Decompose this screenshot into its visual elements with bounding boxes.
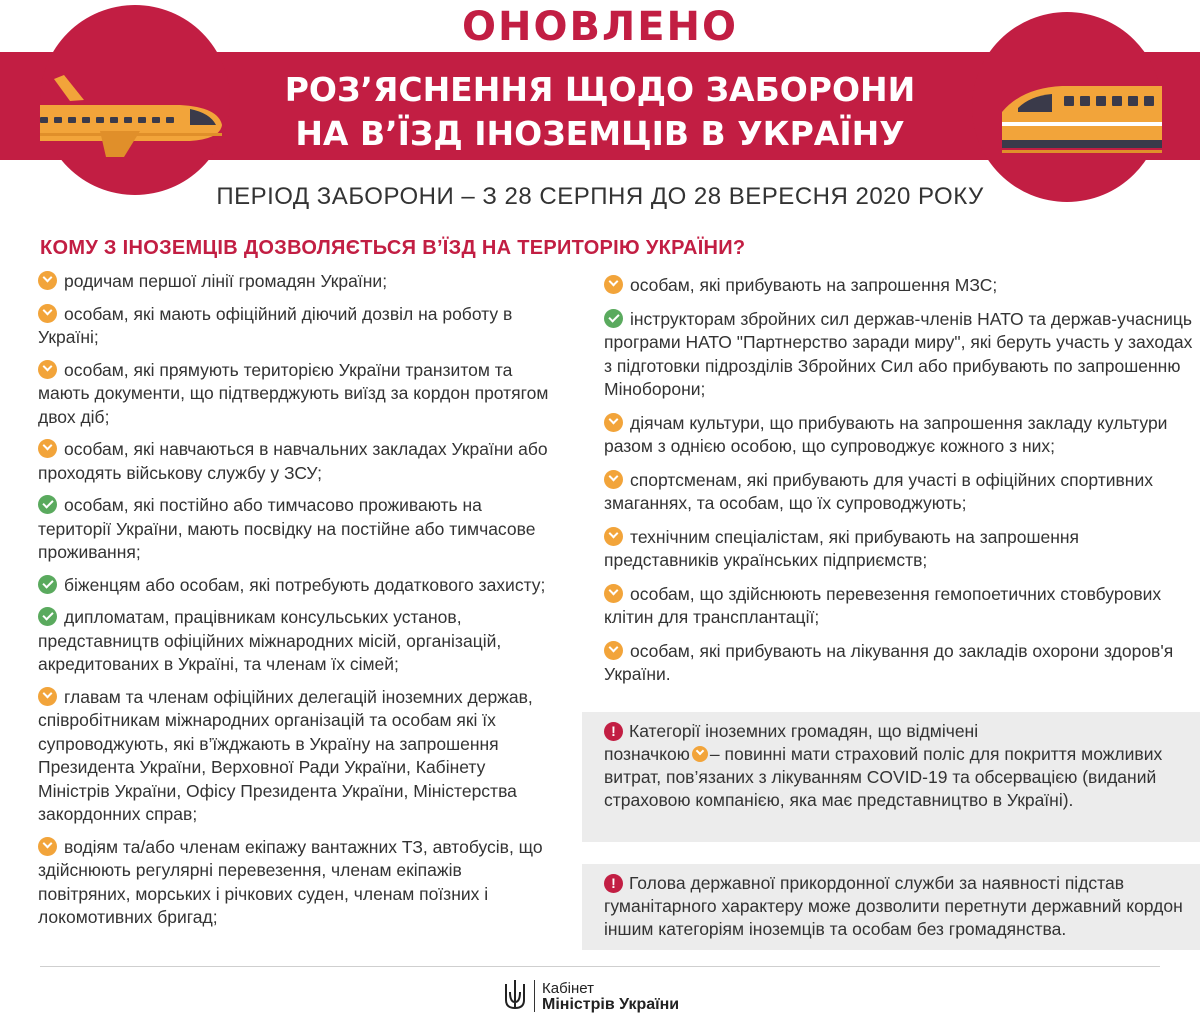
list-item: діячам культури, що прибувають на запрошення закладу культури разом з однією особою, що супроводжує кожного з них;: [604, 412, 1168, 456]
list-item: особам, які прибувають на запрошення МЗС;: [604, 274, 1194, 298]
check-icon: [38, 607, 57, 626]
right-list: [604, 274, 1194, 697]
footer-line-2: Міністрів України: [542, 996, 680, 1013]
check-icon: [604, 470, 623, 489]
footer-divider: [40, 966, 1160, 967]
plane-circle: [40, 5, 230, 195]
airplane-icon: [40, 5, 230, 195]
check-icon: [604, 275, 623, 294]
list-item: особам, які прибувають на лікування до закладів охорони здоров'я України.: [604, 640, 1174, 684]
list-item: особам, які навчаються в навчальних закладах України або проходять військову службу у ЗСУ;: [38, 439, 548, 483]
check-icon: [38, 575, 57, 594]
exclamation-icon: !: [604, 722, 623, 741]
left-list: [38, 270, 558, 939]
title-line-2: НА В’ЇЗД ІНОЗЕМЦІВ В УКРАЇНУ: [295, 114, 905, 153]
train-icon: [972, 12, 1162, 202]
check-icon: [38, 304, 57, 323]
list-item: інструкторам збройних сил держав-членів НАТО та держав-учасниць програми НАТО "Партнерство заради миру", які беруть участь у заходах з підготовки підрозділів Збройних Сил або прибувають по запрошенню Міноборони;: [604, 308, 1193, 399]
check-icon: [38, 439, 57, 458]
insurance-note: ! Категорії іноземних громадян, що відмічені позначкою – повинні мати страховий поліс для покриття можливих витрат, пов’язаних з лікуванням COVID-19 та обсервацією (виданий страховою компанією, яка має представництво в Україні).: [582, 712, 1200, 842]
page-title: [210, 68, 990, 156]
list-item: родичам першої лінії громадян України;: [38, 270, 558, 294]
footer-line-1: Кабінет: [542, 980, 595, 997]
border-service-note: ! Голова державної прикордонної служби за наявності підстав гуманітарного характеру може дозволити перетнути державний кордон іншим категоріям іноземців та особам без громадянства.: [582, 864, 1200, 950]
check-icon: [604, 527, 623, 546]
check-icon: [604, 641, 623, 660]
check-icon: [604, 413, 623, 432]
check-icon: [38, 687, 57, 706]
exclamation-icon: !: [604, 874, 623, 893]
check-icon: [38, 271, 57, 290]
trident-icon: [502, 978, 528, 1012]
list-item: технічним спеціалістам, які прибувають на запрошення представників українських підприємств;: [604, 526, 1080, 570]
updated-label: ОНОВЛЕНО: [462, 4, 738, 50]
check-icon: [692, 746, 708, 762]
check-icon: [604, 309, 623, 328]
check-icon: [604, 584, 623, 603]
check-icon: [38, 837, 57, 856]
list-item: особам, які прямують територією України транзитом та мають документи, що підтверджують виїзд за кордон протягом двох діб;: [38, 359, 549, 427]
list-item: особам, які постійно або тимчасово проживають на території України, мають посвідку на постійне або тимчасове проживання;: [38, 495, 536, 562]
list-item: особам, що здійснюють перевезення гемопоетичних стовбурових клітин для трансплантації;: [604, 583, 1162, 627]
list-item: особам, які мають офіційний діючий дозвіл на роботу в Україні;: [38, 303, 513, 347]
ban-period: ПЕРІОД ЗАБОРОНИ – З 28 СЕРПНЯ ДО 28 ВЕРЕСНЯ 2020 РОКУ: [216, 183, 984, 210]
list-item: спортсменам, які прибувають для участі в офіційних спортивних змаганнях, та особам, що їх супроводжують;: [604, 469, 1153, 513]
train-circle: [972, 12, 1162, 202]
footer-separator: [534, 980, 535, 1012]
section-heading: КОМУ З ІНОЗЕМЦІВ ДОЗВОЛЯЄТЬСЯ В’ЇЗД НА ТЕРИТОРІЮ УКРАЇНИ?: [40, 237, 746, 259]
check-icon: [38, 360, 57, 379]
title-line-1: РОЗ’ЯСНЕННЯ ЩОДО ЗАБОРОНИ: [284, 70, 916, 109]
list-item: біженцям або особам, які потребують додаткового захисту;: [38, 574, 558, 598]
footer-logo: [502, 976, 722, 1016]
list-item: главам та членам офіційних делегацій іноземних держав, співробітникам міжнародних організацій та особам які їх супроводжують, які в’їжджають в Україну на запрошення Президента України, Верховної Ради України, Кабінету Міністрів України, Офісу Президента України, Міністерства закордонних справ;: [38, 686, 533, 824]
list-item: водіям та/або членам екіпажу вантажних ТЗ, автобусів, що здійснюють регулярні перевезення, членам екіпажів повітряних, морських і річкових суден, членам поїзних і локомотивних бригад;: [38, 836, 543, 927]
list-item: дипломатам, працівникам консульських установ, представництв офіційних міжнародних місій, організацій, акредитованих в Україні, та членам їх сімей;: [38, 607, 502, 674]
check-icon: [38, 495, 57, 514]
